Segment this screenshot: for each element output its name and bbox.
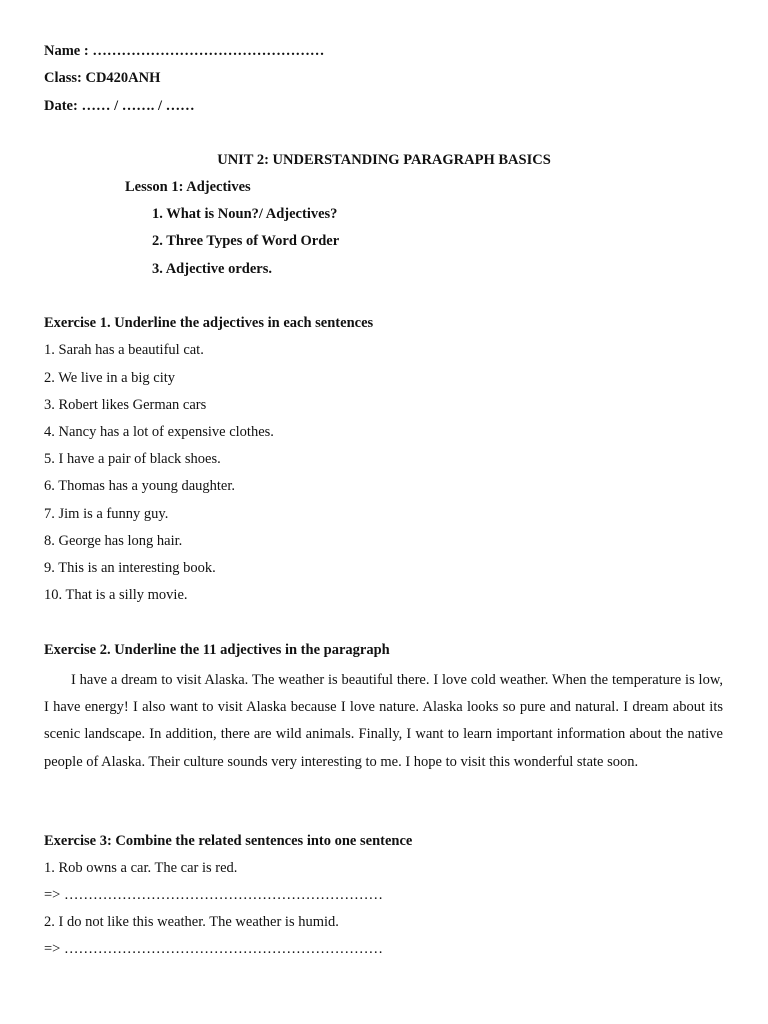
- exercise3-heading: Exercise 3: Combine the related sentences into one sentence: [44, 833, 413, 849]
- exercise1-item: 1. Sarah has a beautiful cat.: [44, 342, 204, 358]
- exercise2-paragraph: I have a dream to visit Alaska. The weather is beautiful there. I love cold weather. When the temperature is low, I have energy! I also want to visit Alaska because I love nature. Alaska looks so pure and natural. I dream about its scenic landscape. In addition, there are wild animals. Finally, I want to learn important information about the native people of Alaska. Their culture sounds very interesting to me. I hope to visit this wonderful state soon.: [44, 672, 723, 770]
- exercise1-item: 5. I have a pair of black shoes.: [44, 451, 221, 467]
- lesson-point: 1. What is Noun?/ Adjectives?: [152, 206, 338, 222]
- answer-line: => …………………………………………………………: [44, 941, 383, 957]
- exercise3-line: 2. I do not like this weather. The weather is humid.: [44, 914, 339, 930]
- exercise2-heading: Exercise 2. Underline the 11 adjectives in the paragraph: [44, 642, 390, 658]
- exercise1-item: 2. We live in a big city: [44, 370, 176, 386]
- exercise1-item: 3. Robert likes German cars: [44, 397, 207, 413]
- name-field: Name : …………………………………………: [44, 43, 325, 59]
- exercise1-item: 6. Thomas has a young daughter.: [44, 478, 236, 494]
- date-field: Date: …… / ……. / ……: [44, 98, 195, 114]
- exercise1-item: 4. Nancy has a lot of expensive clothes.: [44, 424, 274, 440]
- exercise3-line: 1. Rob owns a car. The car is red.: [44, 860, 238, 876]
- exercise1-item: 7. Jim is a funny guy.: [44, 506, 169, 522]
- lesson-point: 3. Adjective orders.: [152, 261, 272, 277]
- unit-title: UNIT 2: UNDERSTANDING PARAGRAPH BASICS: [217, 152, 551, 168]
- lesson-title: Lesson 1: Adjectives: [125, 179, 251, 195]
- exercise1-heading: Exercise 1. Underline the adjectives in each sentences: [44, 315, 374, 331]
- exercise1-item: 8. George has long hair.: [44, 533, 183, 549]
- exercise1-item: 9. This is an interesting book.: [44, 560, 216, 576]
- class-field: Class: CD420ANH: [44, 70, 161, 86]
- lesson-point: 2. Three Types of Word Order: [152, 233, 340, 249]
- exercise1-item: 10. That is a silly movie.: [44, 587, 188, 603]
- answer-line: => …………………………………………………………: [44, 887, 383, 903]
